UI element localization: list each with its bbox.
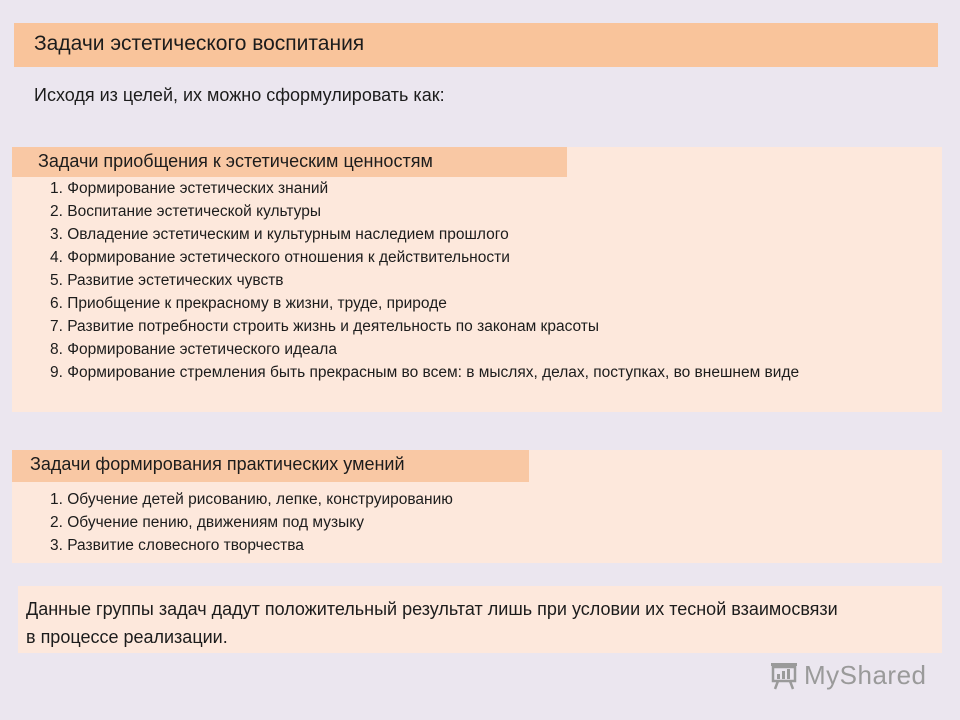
presentation-board-icon	[768, 659, 800, 691]
list-item: 7. Развитие потребности строить жизнь и деятельность по законам красоты	[50, 318, 600, 335]
list-item: 2. Обучение пению, движениям под музыку	[50, 514, 364, 531]
aesthetic-values-header	[12, 147, 567, 177]
conclusion-box	[18, 586, 942, 653]
watermark-logo	[768, 657, 927, 693]
aesthetic-values-header-label: Задачи приобщения к эстетическим ценностям	[38, 151, 433, 171]
list-item: 3. Развитие словесного творчества	[50, 537, 304, 554]
practical-skills-panel	[12, 450, 942, 563]
list-item: 9. Формирование стремления быть прекрасным во всем: в мыслях, делах, поступках, во внешнем виде	[50, 364, 800, 381]
page-title: Задачи эстетического воспитания	[34, 32, 365, 55]
practical-skills-header-label: Задачи формирования практических умений	[30, 454, 405, 474]
list-item: 2. Воспитание эстетической культуры	[50, 203, 322, 220]
list-item: 4. Формирование эстетического отношения к действительности	[50, 249, 510, 266]
title-bar	[14, 23, 938, 67]
list-item: 1. Формирование эстетических знаний	[50, 180, 329, 197]
intro-text: Исходя из целей, их можно сформулировать как:	[34, 85, 445, 105]
aesthetic-values-list	[50, 177, 890, 384]
conclusion-text: Данные группы задач дадут положительный результат лишь при условии их тесной взаимосвязи в процессе реализации.	[26, 599, 838, 647]
list-item: 1. Обучение детей рисованию, лепке, конструированию	[50, 491, 453, 508]
list-item: 5. Развитие эстетических чувств	[50, 272, 284, 289]
list-item: 3. Овладение эстетическим и культурным наследием прошлого	[50, 226, 509, 243]
watermark-text: MyShared	[804, 659, 927, 690]
practical-skills-list	[50, 488, 453, 557]
aesthetic-values-panel	[12, 147, 942, 412]
practical-skills-header	[12, 450, 529, 482]
list-item: 8. Формирование эстетического идеала	[50, 341, 337, 358]
list-item: 6. Приобщение к прекрасному в жизни, труде, природе	[50, 295, 447, 312]
